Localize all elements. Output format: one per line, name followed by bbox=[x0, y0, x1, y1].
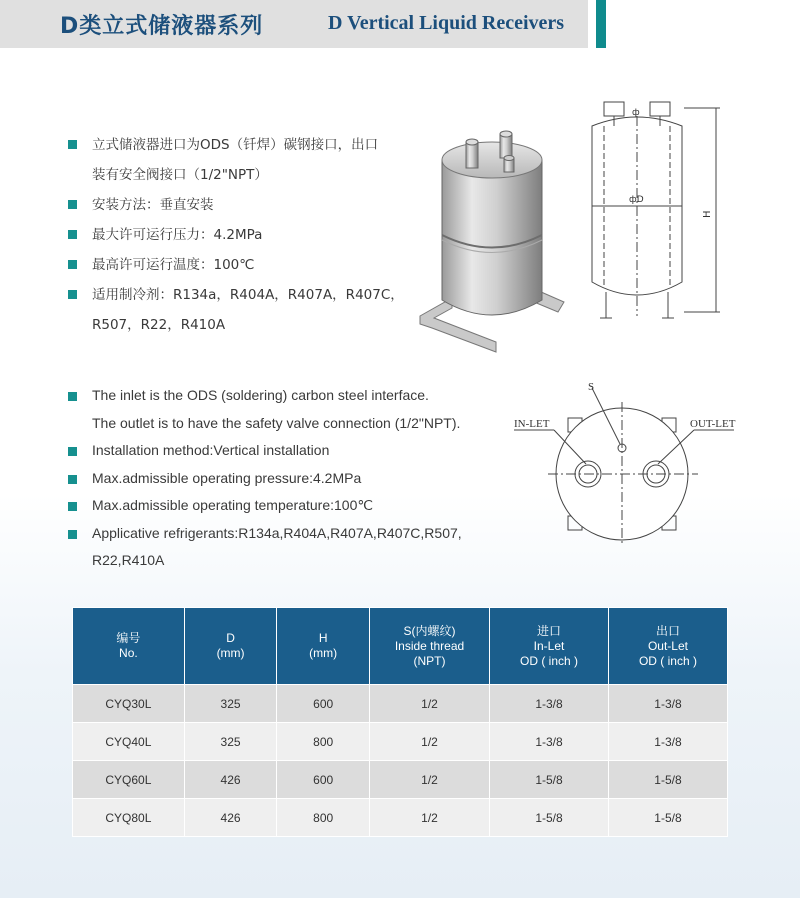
cell-inlet: 1-5/8 bbox=[490, 761, 609, 799]
feature-text: The outlet is to have the safety valve connection (1/2"NPT). bbox=[92, 414, 461, 431]
cell-thread: 1/2 bbox=[369, 761, 489, 799]
header-bar bbox=[0, 0, 588, 48]
cell-outlet: 1-5/8 bbox=[608, 799, 727, 837]
cell-thread: 1/2 bbox=[369, 685, 489, 723]
page-title-cn: D类立式储液器系列 bbox=[60, 14, 264, 39]
cell-d: 426 bbox=[184, 799, 277, 837]
feature-item bbox=[68, 130, 448, 160]
feature-item bbox=[68, 220, 448, 250]
feature-text: Max.admissible operating pressure:4.2MPa bbox=[92, 469, 362, 486]
cell-d: 325 bbox=[184, 723, 277, 761]
cell-model: CYQ30L bbox=[73, 685, 185, 723]
top-view-drawing bbox=[508, 376, 750, 546]
bullet-square-icon bbox=[68, 200, 77, 209]
cell-outlet: 1-3/8 bbox=[608, 685, 727, 723]
table-row bbox=[73, 723, 728, 761]
cell-outlet: 1-3/8 bbox=[608, 723, 727, 761]
table-header-row bbox=[73, 608, 728, 685]
cell-d: 426 bbox=[184, 761, 277, 799]
cell-outlet: 1-5/8 bbox=[608, 761, 727, 799]
col-header-h: H (mm) bbox=[277, 608, 370, 685]
feature-text: 最高许可运行温度：100℃ bbox=[92, 257, 255, 273]
side-view-drawing bbox=[578, 96, 728, 328]
cell-inlet: 1-3/8 bbox=[490, 723, 609, 761]
col-header-model: 编号 No. bbox=[73, 608, 185, 685]
feature-text: 立式储液器进口为ODS（钎焊）碳钢接口，出口 bbox=[92, 137, 379, 153]
table-row bbox=[73, 685, 728, 723]
feature-item bbox=[68, 382, 508, 410]
feature-item bbox=[68, 250, 448, 280]
cell-d: 325 bbox=[184, 685, 277, 723]
bullet-square-icon bbox=[68, 447, 77, 456]
page-title-en: D Vertical Liquid Receivers bbox=[328, 12, 565, 34]
header-accent-bar bbox=[596, 0, 606, 48]
cell-h: 800 bbox=[277, 723, 370, 761]
feature-text: 最大许可运行压力：4.2MPa bbox=[92, 227, 263, 243]
bullet-square-icon bbox=[68, 530, 77, 539]
bullet-square-icon bbox=[68, 475, 77, 484]
cell-thread: 1/2 bbox=[369, 723, 489, 761]
feature-item-continued bbox=[68, 310, 448, 340]
phi-d-label: фD bbox=[629, 195, 644, 205]
feature-text: 装有安全阀接口（1/2"NPT） bbox=[92, 167, 268, 183]
s-label: S bbox=[588, 381, 595, 393]
feature-item bbox=[68, 437, 508, 465]
feature-text: Installation method:Vertical installation bbox=[92, 442, 330, 458]
feature-item bbox=[68, 465, 508, 493]
feature-text: Max.admissible operating temperature:100℃ bbox=[92, 497, 374, 513]
bullet-square-icon bbox=[68, 140, 77, 149]
feature-text: Applicative refrigerants:R134a,R404A,R407A,R407C,R507, bbox=[92, 524, 462, 541]
feature-item-continued bbox=[68, 410, 508, 438]
feature-list-cn bbox=[68, 130, 448, 340]
outlet-label: OUT-LET bbox=[690, 418, 736, 430]
table-row bbox=[73, 799, 728, 837]
feature-item bbox=[68, 280, 448, 310]
bullet-square-icon bbox=[68, 392, 77, 401]
cell-h: 800 bbox=[277, 799, 370, 837]
cell-inlet: 1-5/8 bbox=[490, 799, 609, 837]
bullet-square-icon bbox=[68, 230, 77, 239]
bullet-square-icon bbox=[68, 290, 77, 299]
feature-item-continued bbox=[68, 160, 448, 190]
col-header-outlet: 出口 Out-Let OD ( inch ) bbox=[608, 608, 727, 685]
cell-model: CYQ60L bbox=[73, 761, 185, 799]
cell-h: 600 bbox=[277, 685, 370, 723]
cell-h: 600 bbox=[277, 761, 370, 799]
cell-inlet: 1-3/8 bbox=[490, 685, 609, 723]
feature-text: 安装方法：垂直安装 bbox=[92, 197, 214, 213]
feature-item bbox=[68, 190, 448, 220]
col-header-thread: S(内螺纹) Inside thread (NPT) bbox=[369, 608, 489, 685]
feature-item bbox=[68, 492, 508, 520]
bullet-square-icon bbox=[68, 502, 77, 511]
feature-item-continued bbox=[68, 547, 508, 575]
inlet-label: IN-LET bbox=[514, 418, 550, 430]
feature-list-en bbox=[68, 382, 508, 575]
cell-thread: 1/2 bbox=[369, 799, 489, 837]
feature-text: The inlet is the ODS (soldering) carbon steel interface. bbox=[92, 387, 429, 403]
receiver-product-image bbox=[412, 120, 572, 356]
table-row bbox=[73, 761, 728, 799]
feature-text: R507，R22，R410A bbox=[92, 317, 226, 333]
feature-item bbox=[68, 520, 508, 548]
feature-text: 适用制冷剂：R134a，R404A，R407A，R407C， bbox=[92, 287, 404, 303]
cell-model: CYQ40L bbox=[73, 723, 185, 761]
col-header-inlet: 进口 In-Let OD ( inch ) bbox=[490, 608, 609, 685]
feature-text: R22,R410A bbox=[92, 552, 165, 568]
spec-table bbox=[72, 607, 728, 837]
phi-label: ф bbox=[632, 108, 640, 118]
cell-model: CYQ80L bbox=[73, 799, 185, 837]
height-label: H bbox=[702, 210, 713, 218]
bullet-square-icon bbox=[68, 260, 77, 269]
col-header-d: D (mm) bbox=[184, 608, 277, 685]
